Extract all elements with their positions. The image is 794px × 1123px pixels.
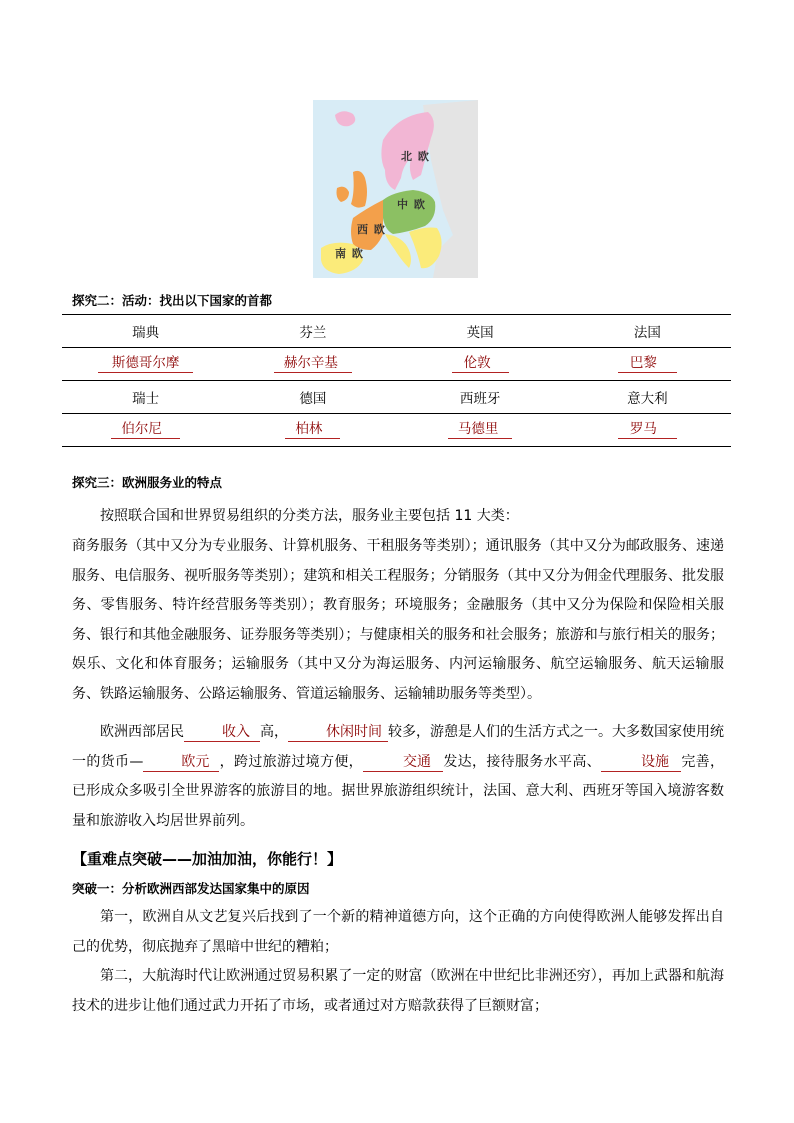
capital-cell [229,348,396,381]
map-label-south-europe: 南 欧 [335,247,364,260]
country-cell: 意大利 [564,381,731,414]
capital-cell [397,348,564,381]
capitals-table [62,314,731,447]
capital-cell [564,414,731,447]
map-label-central-europe: 中 欧 [397,198,426,211]
table-row-capitals [62,348,731,381]
capital-answer: 赫尔辛基 [274,355,352,373]
text-run: 发达，接待服务水平高、 [443,753,602,770]
capital-cell [397,414,564,447]
text-run: 欧洲西部居民 [100,724,184,740]
capital-answer: 柏林 [285,421,340,439]
europe-regions-map [313,100,478,278]
capital-answer: 伯尔尼 [111,421,180,439]
country-cell: 瑞典 [62,315,229,348]
table-row-countries [62,315,731,348]
table-row-countries [62,381,731,414]
capital-answer: 伦敦 [452,355,509,373]
country-cell: 西班牙 [397,381,564,414]
country-cell: 德国 [229,381,396,414]
capital-answer: 罗马 [618,421,677,439]
capital-cell [62,414,229,447]
service-categories-paragraph: 商务服务（其中又分为专业服务、计算机服务、干租服务等类别）；通讯服务（其中又分为邮政服务、速递服务、电信服务、视听服务等类别）；建筑和相关工程服务；分销服务（其中又分为佣金代理服务、批发服务、零售服务、特许经营服务等类别）；教育服务；环境服务；金融服务（其中又分为保险和保险相关服务、银行和其他金融服务、证券服务等类别）；与健康相关的服务和社会服务；旅游和与旅行相关的服务；娱乐、文化和体育服务；运输服务（其中又分为海运服务、内河运输服务、航空运输服务、航天运输服务、铁路运输服务、公路运输服务、管道运输服务、运输辅助服务等类型）。 [72,538,724,702]
map-label-north-europe: 北 欧 [401,150,430,163]
capital-cell [62,348,229,381]
country-cell: 英国 [397,315,564,348]
country-cell: 法国 [564,315,731,348]
fill-blank-leisure-time: 休闲时间 [288,724,388,742]
capital-cell [564,348,731,381]
text-run: 高， [260,724,288,740]
capital-answer: 巴黎 [618,355,677,373]
fill-blank-facilities: 设施 [601,754,681,772]
table-row-capitals [62,414,731,447]
country-cell: 芬兰 [229,315,396,348]
reason-paragraph-2: 第二，大航海时代让欧洲通过贸易积累了一定的财富（欧洲在中世纪比非洲还穷），再加上武器和航海技术的进步让他们通过武力开拓了市场，或者通过对方赔款获得了巨额财富； [72,968,724,1014]
fill-blank-income: 收入 [184,724,260,742]
breakthrough-subtitle: 突破一：分析欧洲西部发达国家集中的原因 [72,881,310,896]
section3-title: 探究三：欧洲服务业的特点 [72,475,223,490]
capital-cell [229,414,396,447]
reason-paragraph-1: 第一，欧洲自从文艺复兴后找到了一个新的精神道德方向，这个正确的方向使得欧洲人能够发挥出自己的优势，彻底抛弃了黑暗中世纪的糟粕； [72,909,724,955]
fill-blank-transport: 交通 [363,754,443,772]
service-intro-paragraph: 按照联合国和世界贸易组织的分类方法，服务业主要包括 11 大类： [100,508,519,524]
text-run: ，跨过旅游过境方便， [219,753,364,770]
tourism-paragraph [72,718,724,836]
text-run: 完善，已形成众多吸引全世界游客的旅游目的地。据世界旅游组织统计，法国、意大利、西班牙等国入境游客数量和旅游收入均居世界前列。 [72,753,725,829]
breakthrough-title: 【重难点突破——加油加油，你能行！】 [72,850,343,868]
capital-answer: 马德里 [448,421,513,439]
country-cell: 瑞士 [62,381,229,414]
capital-answer: 斯德哥尔摩 [98,355,194,373]
fill-blank-euro: 欧元 [143,754,219,772]
text-run: 较多，游憩是人们的生活方式之一。大多数国家使用统一的货币— [72,724,724,770]
section2-title: 探究二：活动：找出以下国家的首都 [72,293,273,308]
map-label-west-europe: 西 欧 [357,223,386,236]
